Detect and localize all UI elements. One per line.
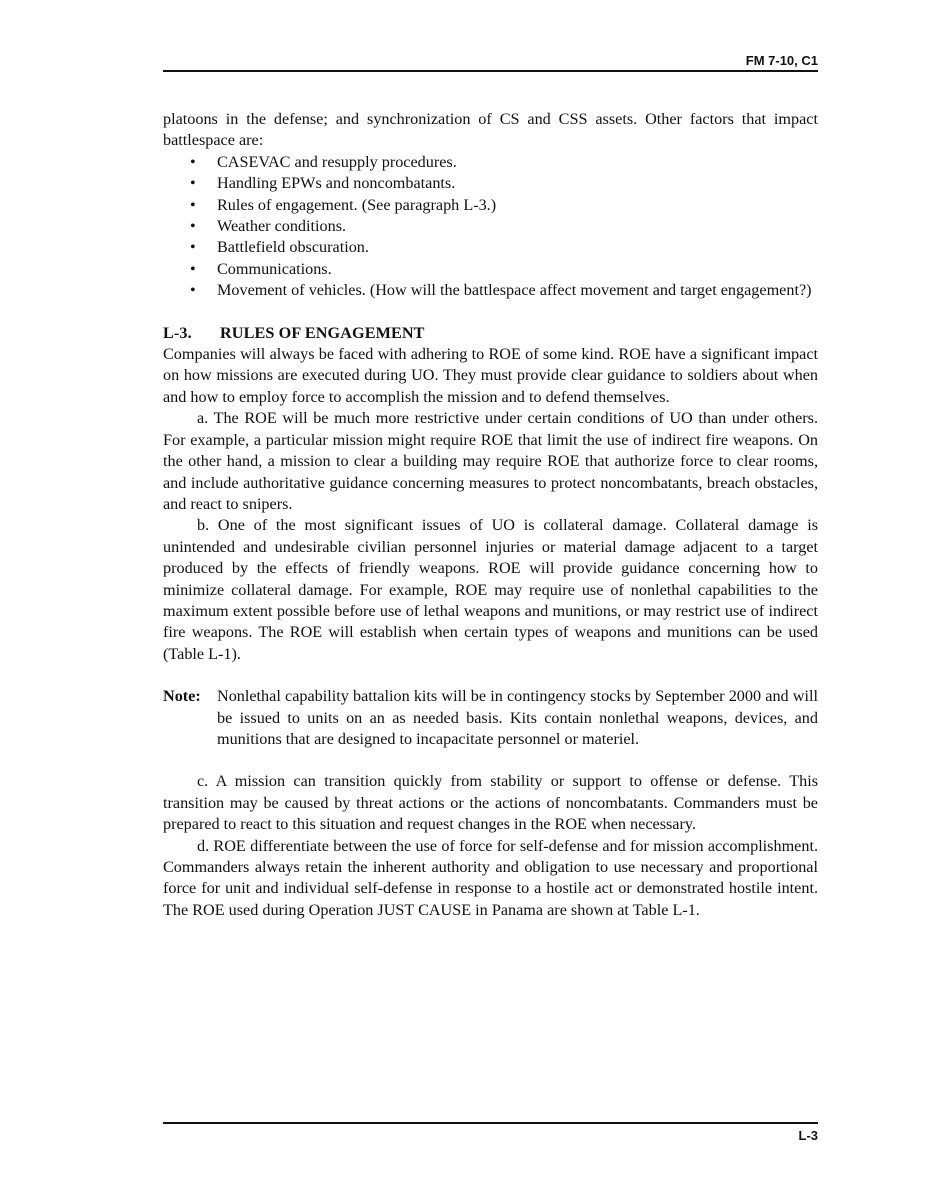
page-body: [163, 109, 818, 921]
bullet-icon: •: [190, 259, 196, 278]
list-item: [163, 152, 818, 173]
bullet-icon: •: [190, 238, 196, 257]
list-item: [163, 280, 818, 301]
page-number: L-3: [798, 1128, 818, 1143]
list-item: [163, 237, 818, 258]
bullet-icon: •: [190, 152, 196, 171]
section-title: RULES OF ENGAGEMENT: [220, 323, 425, 342]
paragraph-d: d. ROE differentiate between the use of force for self-defense and for mission accomplishment. Commanders always retain the inherent authority and obligation to use necessary and proportional force for unit and individual self-defense in response to a hostile act or demonstrated hostile intent. The ROE used during Operation JUST CAUSE in Panama are shown at Table L-1.: [163, 836, 818, 919]
factors-list: [163, 152, 818, 302]
list-item-text: CASEVAC and resupply procedures.: [217, 152, 457, 171]
list-item-text: Battlefield obscuration.: [217, 238, 369, 257]
page-footer: [163, 1122, 818, 1143]
list-item: [163, 195, 818, 216]
note-block: [163, 686, 818, 750]
paragraph-b: b. One of the most significant issues of UO is collateral damage. Collateral damage is unintended and undesirable civilian personnel injuries or material damage adjacent to a target produced by the effects of friendly weapons. ROE will provide guidance concerning how to minimize collateral damage. For example, ROE may require use of nonlethal capabilities to the maximum extent possible before use of lethal weapons and munitions, or may restrict use of indirect fire weapons. The ROE will establish when certain types of weapons and munitions can be used (Table L-1).: [163, 516, 818, 663]
bullet-icon: •: [190, 174, 196, 193]
bullet-icon: •: [190, 217, 196, 236]
list-item-text: Weather conditions.: [217, 217, 347, 236]
paragraph-a: a. The ROE will be much more restrictive under certain conditions of UO than under others. For example, a particular mission might require ROE that limit the use of indirect fire weapons. On the other hand, a mission to clear a building may require ROE that authorize force to clear rooms, and include authoritative guidance concerning measures to protect noncombatants, breach obstacles, and react to snipers.: [163, 409, 818, 513]
list-item: [163, 173, 818, 194]
note-text: Nonlethal capability battalion kits will be in contingency stocks by September 2000 and will be issued to units on an as needed basis. Kits contain nonlethal weapons, devices, and munitions that are designed to incapacitate personnel or materiel.: [217, 687, 818, 748]
list-item: [163, 259, 818, 280]
section-intro-paragraph: Companies will always be faced with adhering to ROE of some kind. ROE have a significant impact on how missions are executed during UO. They must provide clear guidance to soldiers about when and how to employ force to accomplish the mission and to defend themselves.: [163, 345, 818, 406]
list-item-text: Movement of vehicles. (How will the battlespace affect movement and target engagement?): [217, 281, 812, 300]
list-item-text: Handling EPWs and noncombatants.: [217, 174, 456, 193]
bullet-icon: •: [190, 195, 196, 214]
list-item-text: Communications.: [217, 259, 332, 278]
section-number: L-3.: [163, 323, 192, 342]
note-label: Note:: [163, 687, 201, 706]
intro-paragraph: platoons in the defense; and synchronization of CS and CSS assets. Other factors that impact battlespace are:: [163, 110, 818, 150]
bullet-icon: •: [190, 281, 196, 300]
page-header: [163, 54, 818, 72]
paragraph-c: c. A mission can transition quickly from stability or support to offense or defense. This transition may be caused by threat actions or the actions of noncombatants. Commanders must be prepared to react to this situation and request changes in the ROE when necessary.: [163, 772, 818, 834]
list-item-text: Rules of engagement. (See paragraph L-3.): [217, 195, 497, 214]
section-heading: [163, 323, 818, 344]
list-item: [163, 216, 818, 237]
document-id: FM 7-10, C1: [745, 53, 818, 68]
